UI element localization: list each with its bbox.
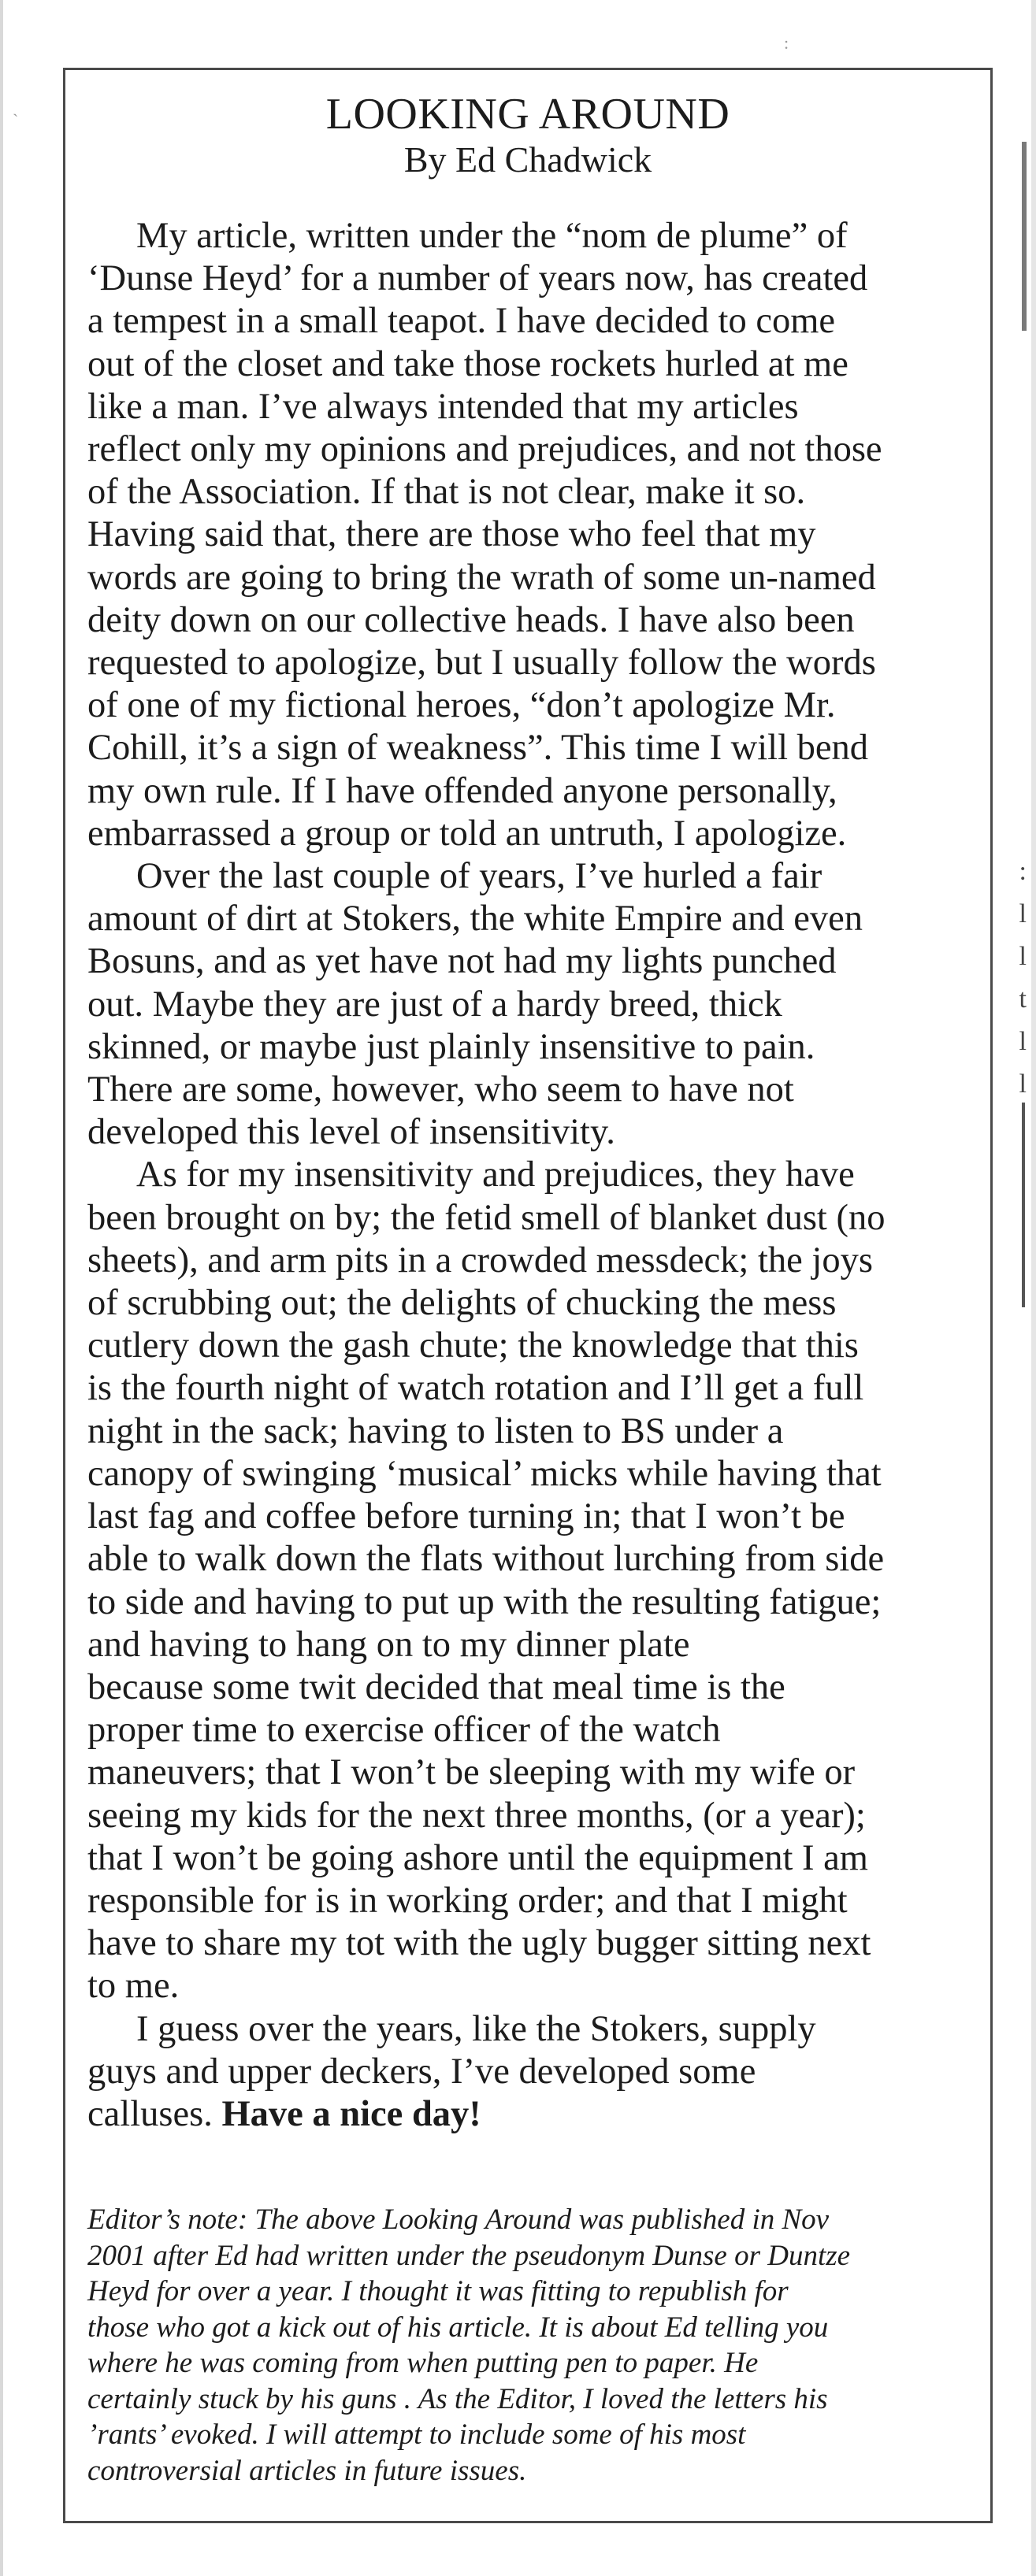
article-byline: By Ed Chadwick <box>403 139 652 180</box>
scan-left-edge <box>0 0 3 2576</box>
article-closing-paragraph <box>87 2008 968 2137</box>
scan-right-edge <box>1031 0 1036 2576</box>
article-box <box>63 68 993 2523</box>
article-paragraph: My article, written under the “nom de plume” of ‘Dunse Heyd’ for a number of years now, has created a tempest in a small teapot. I have decided to come out of the closet and take those rockets hurled at me like a man. I’ve always intended that my articles reflect only my opinions and prejudices, and not those of the Association. If that is not clear, make it so. Having said that, there are those who feel that my words are going to bring the wrath of some un-named deity down on our collective heads. I have also been requested to apologize, but I usually follow the words of one of my fictional heroes, “don’t apologize Mr. Cohill, it’s a sign of weakness”. This time I will bend my own rule. If I have offended anyone personally, embarrassed a group or told an untruth, I apologize. <box>87 216 882 854</box>
scan-speck: : <box>784 33 789 53</box>
adjacent-column-fragments: : l l t l l <box>1019 857 1027 1099</box>
editor-note: Editor’s note: The above Looking Around was published in Nov 2001 after Ed had written under the pseudonym Dunse or Duntze Heyd for over a year. I thought it was fitting to republish for those who got a kick out of his article. It is about Ed telling you where he was coming from when putting pen to paper. He certainly stuck by his guns . As the Editor, I loved the letters his ’rants’ evoked. I will attempt to include some of his most controversial articles in future issues. <box>87 2203 851 2487</box>
article-paragraph: As for my insensitivity and prejudices, they have been brought on by; the fetid smell of blanket dust (no sheets), and arm pits in a crowded messdeck; the joys of scrubbing out; the delights of chucking the mess cutlery down the gash chute; the knowledge that this is the fourth night of watch rotation and I’ll get a full night in the sack; having to listen to BS under a canopy of swinging ‘musical’ micks while having that last fag and coffee before turning in; that I won’t be able to walk down the flats without lurching from side to side and having to put up with the resulting fatigue; and having to hang on to my dinner plate because some twit decided that meal time is the proper time to exercise officer of the watch maneuvers; that I won’t be sleeping with my wife or seeing my kids for the next three months, (or a year); that I won’t be going ashore until the equipment I am responsible for is in working order; and that I might have to share my tot with the ugly bugger sitting next to me. <box>87 1155 886 2007</box>
scan-speck: ` <box>13 110 19 130</box>
closing-bold-text: Have a nice day! <box>221 2093 481 2134</box>
adjacent-column-rule-top <box>1022 142 1027 331</box>
article-paragraph: Over the last couple of years, I’ve hurled a fair amount of dirt at Stokers, the white Empire and even Bosuns, and as yet have not had my lights punched out. Maybe they are just of a hardy breed, thick skinned, or maybe just plainly insensitive to pain. There are some, however, who seem to have not developed this level of insensitivity. <box>87 856 863 1153</box>
closing-text: I guess over the years, like the Stokers, supply guys and upper deckers, I’ve developed some calluses. <box>87 2008 816 2134</box>
adjacent-column-rule <box>1022 1103 1025 1307</box>
article-title: LOOKING AROUND <box>325 90 730 139</box>
article-body <box>87 215 968 2136</box>
